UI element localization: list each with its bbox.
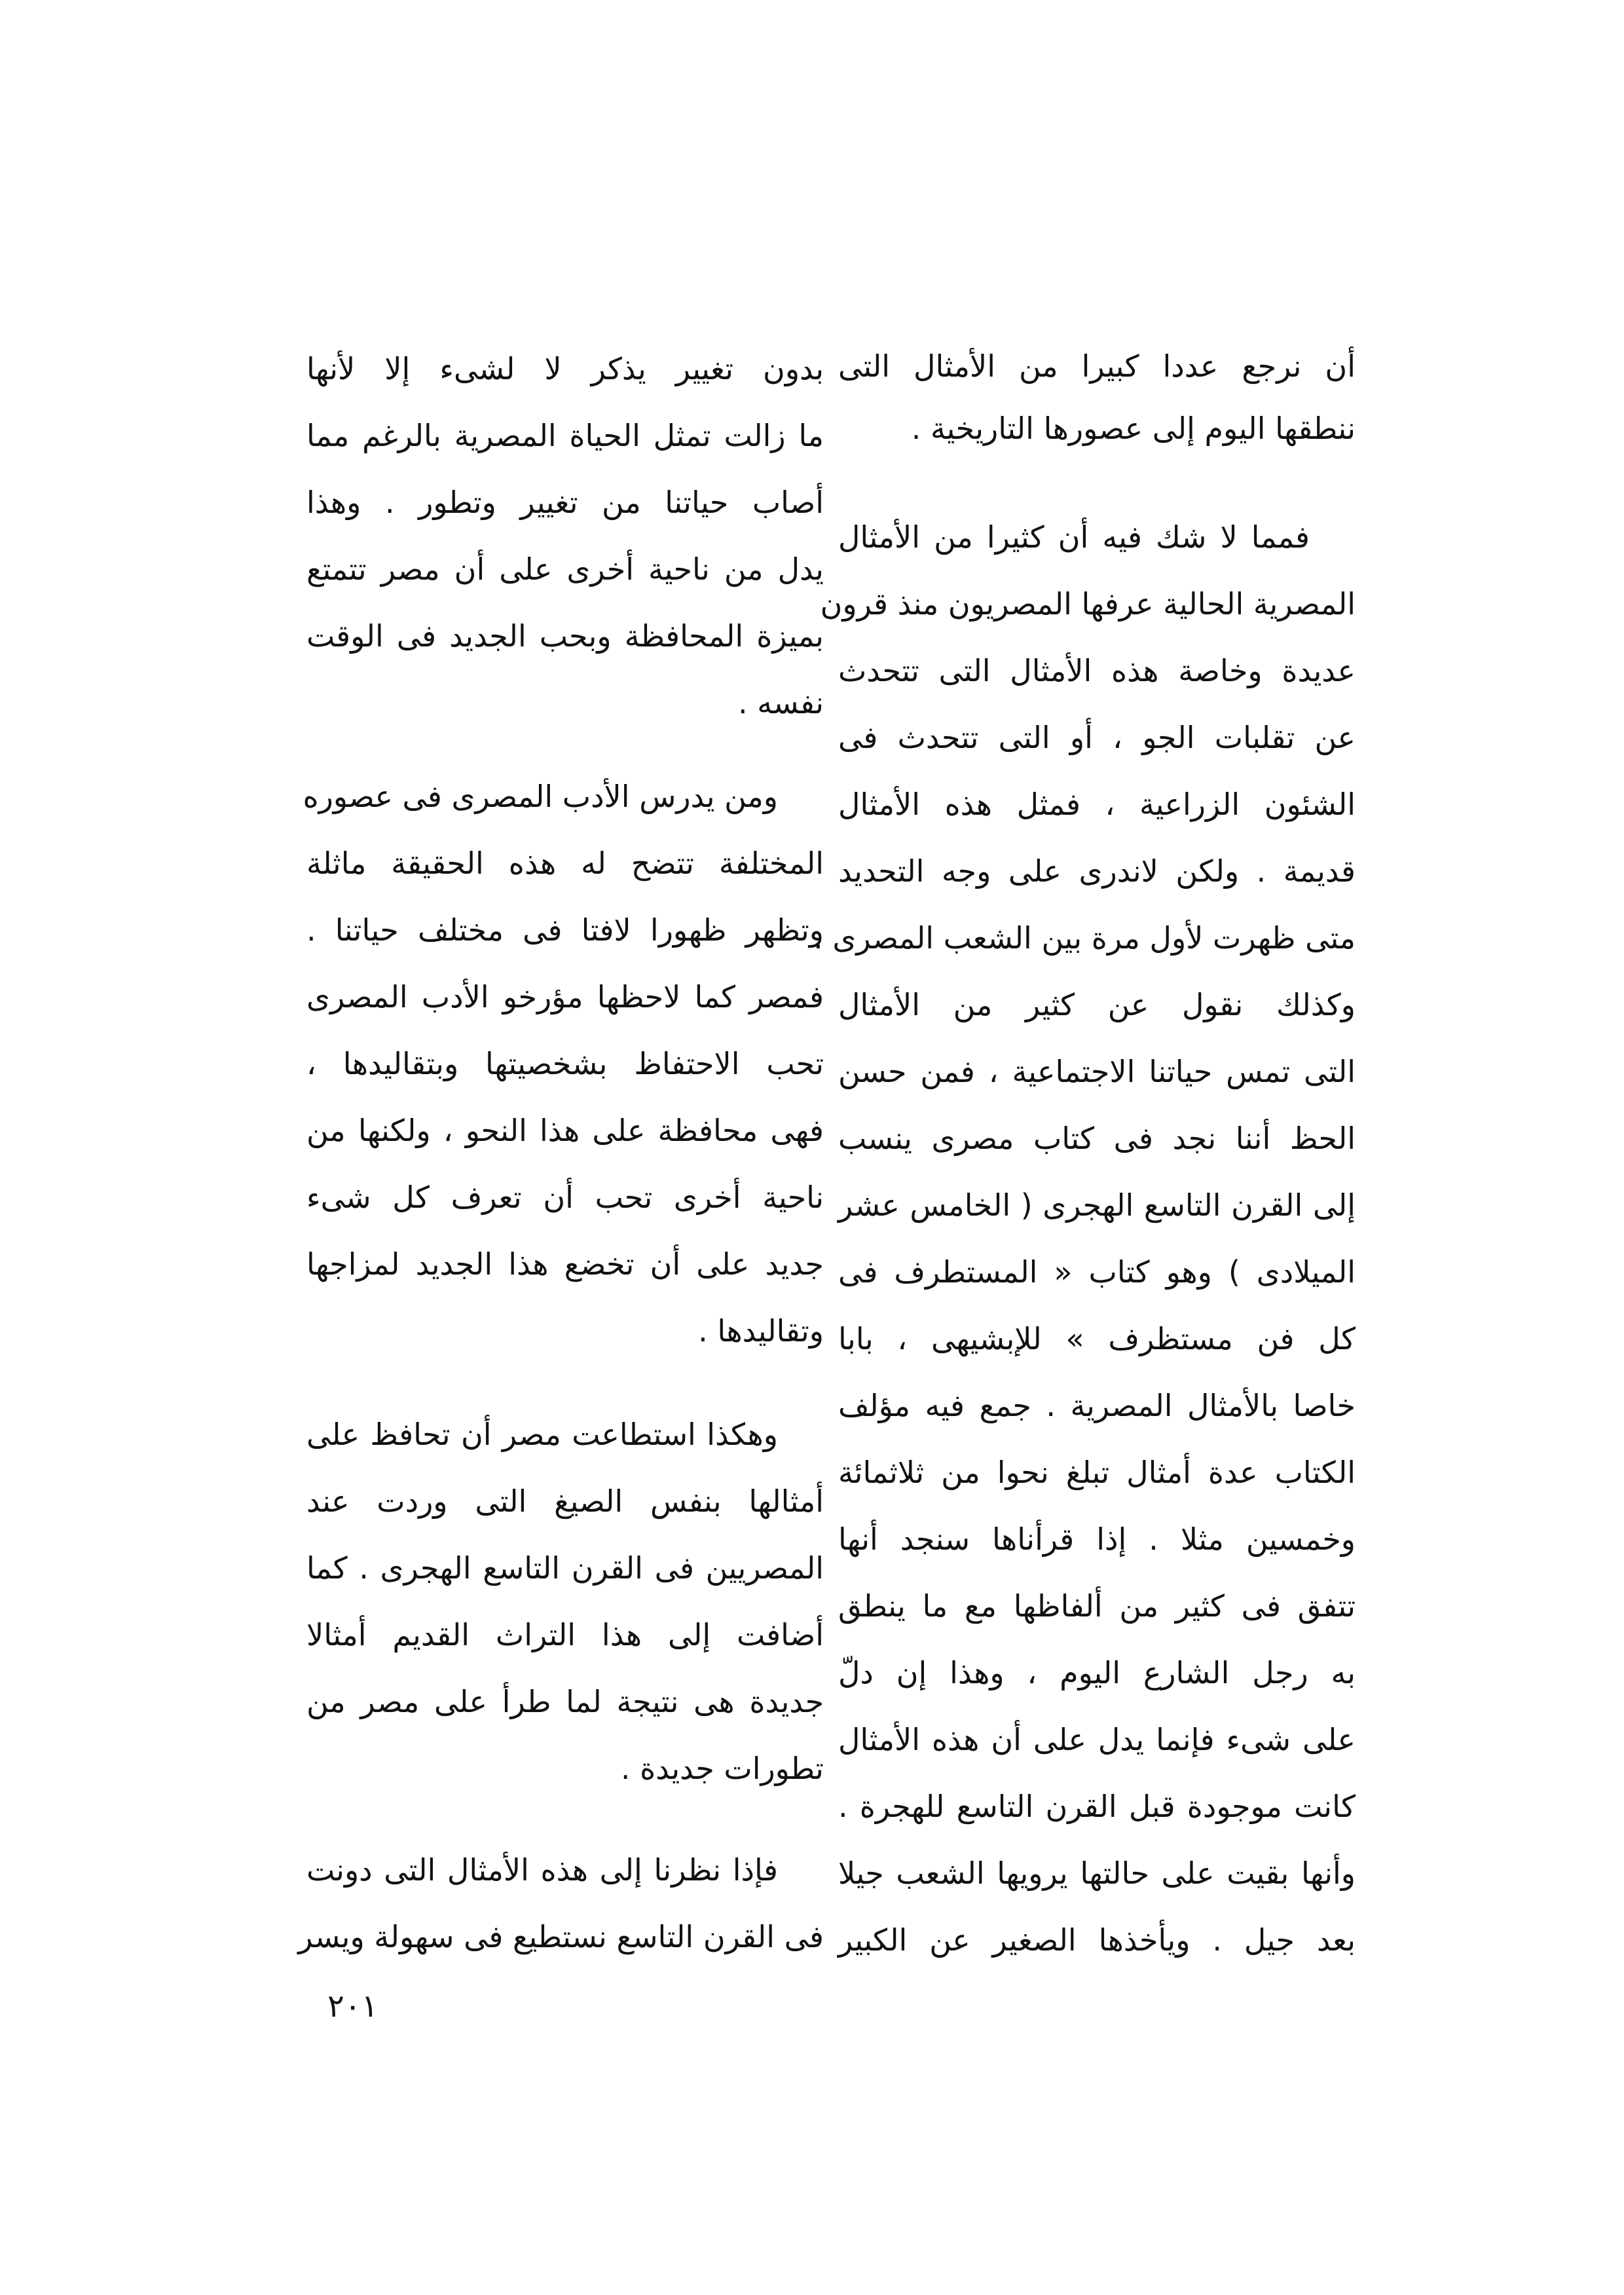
text-line: جديد على أن تخضع هذا الجديد لمزاجها (306, 1246, 824, 1282)
text-line: جديدة هى نتيجة لما طرأ على مصر من (306, 1684, 824, 1719)
paragraph (838, 335, 1356, 460)
text-line: تتفق فى كثير من ألفاظها مع ما ينطق (838, 1588, 1356, 1624)
text-line: وأنها بقيت على حالتها يرويها الشعب جيلا (838, 1856, 1356, 1891)
paragraph (306, 335, 824, 736)
text-line: أصاب حياتنا من تغيير وتطور . وهذا (306, 485, 824, 520)
text-line: قديمة . ولكن لاندرى على وجه التحديد (838, 853, 1356, 889)
page-number: ٢٠١ (327, 1988, 378, 2024)
text-line: بعد جيل . ويأخذها الصغير عن الكبير (838, 1922, 1356, 1958)
text-line: ننطقها اليوم إلى عصورها التاريخية . (911, 411, 1356, 446)
text-line: خاصا بالأمثال المصرية . جمع فيه مؤلف (838, 1388, 1356, 1423)
text-line: وخمسين مثلا . إذا قرأناها سنجد أنها (838, 1521, 1356, 1557)
paragraph (813, 504, 1356, 1973)
text-line: نفسه . (737, 685, 824, 720)
text-line: فمصر كما لاحظها مؤرخو الأدب المصرى (306, 979, 824, 1015)
text-line: الحظ أننا نجد فى كتاب مصرى ينسب (838, 1121, 1356, 1156)
text-line: ومن يدرس الأدب المصرى فى عصوره (303, 779, 778, 814)
text-line: أن نرجع عددا كبيرا من الأمثال التى (838, 348, 1356, 384)
text-line: المصريين فى القرن التاسع الهجرى . كما (306, 1550, 824, 1586)
text-line: متى ظهرت لأول مرة بين الشعب المصرى . (813, 920, 1356, 956)
text-line: أضافت إلى هذا التراث القديم أمثالا (306, 1617, 824, 1652)
text-line: يدل من ناحية أخرى على أن مصر تتمتع (306, 551, 824, 587)
text-line: عن تقلبات الجو ، أو التى تتحدث فى (838, 720, 1356, 755)
text-line: المختلفة تتضح له هذه الحقيقة ماثلة (306, 846, 824, 881)
text-line: عديدة وخاصة هذه الأمثال التى تتحدث (838, 653, 1356, 688)
paragraph (298, 1837, 824, 1970)
text-line: وهكذا استطاعت مصر أن تحافظ على (306, 1417, 778, 1452)
text-line: على شىء فإنما يدل على أن هذه الأمثال (838, 1722, 1356, 1757)
text-line: كانت موجودة قبل القرن التاسع للهجرة . (838, 1789, 1356, 1824)
text-line: فى القرن التاسع نستطيع فى سهولة ويسر (298, 1919, 824, 1954)
paragraph (306, 1401, 824, 1802)
text-line: أمثالها بنفس الصيغ التى وردت عند (306, 1483, 824, 1519)
text-line: المصرية الحالية عرفها المصريون منذ قرون (820, 586, 1356, 622)
text-line: الميلادى ) وهو كتاب « المستطرف فى (838, 1254, 1356, 1290)
text-line: ما زالت تمثل الحياة المصرية بالرغم مما (306, 418, 824, 453)
text-line: الشئون الزراعية ، فمثل هذه الأمثال (838, 787, 1356, 822)
text-line: بميزة المحافظة وبحب الجديد فى الوقت (306, 618, 824, 654)
text-line: وكذلك نقول عن كثير من الأمثال (838, 987, 1356, 1022)
text-line: فإذا نظرنا إلى هذه الأمثال التى دونت (306, 1852, 778, 1888)
text-line: بدون تغيير يذكر لا لشىء إلا لأنها (306, 351, 824, 386)
paragraph (303, 763, 824, 1364)
text-line: فهى محافظة على هذا النحو ، ولكنها من (306, 1113, 824, 1148)
text-line: التى تمس حياتنا الاجتماعية ، فمن حسن (838, 1054, 1356, 1089)
text-line: إلى القرن التاسع الهجرى ( الخامس عشر (838, 1187, 1356, 1223)
text-line: به رجل الشارع اليوم ، وهذا إن دلّ (838, 1655, 1356, 1690)
text-line: فمما لا شك فيه أن كثيرا من الأمثال (838, 519, 1310, 555)
text-line: تحب الاحتفاظ بشخصيتها وبتقاليدها ، (306, 1046, 824, 1081)
text-line: الكتاب عدة أمثال تبلغ نحوا من ثلاثمائة (838, 1455, 1356, 1490)
text-line: كل فن مستظرف » للإبشيهى ، بابا (838, 1321, 1356, 1356)
text-line: تطورات جديدة . (620, 1751, 824, 1786)
text-line: وتظهر ظهورا لافتا فى مختلف حياتنا . (306, 912, 824, 948)
text-line: وتقاليدها . (698, 1313, 824, 1349)
text-line: ناحية أخرى تحب أن تعرف كل شىء (306, 1180, 824, 1215)
